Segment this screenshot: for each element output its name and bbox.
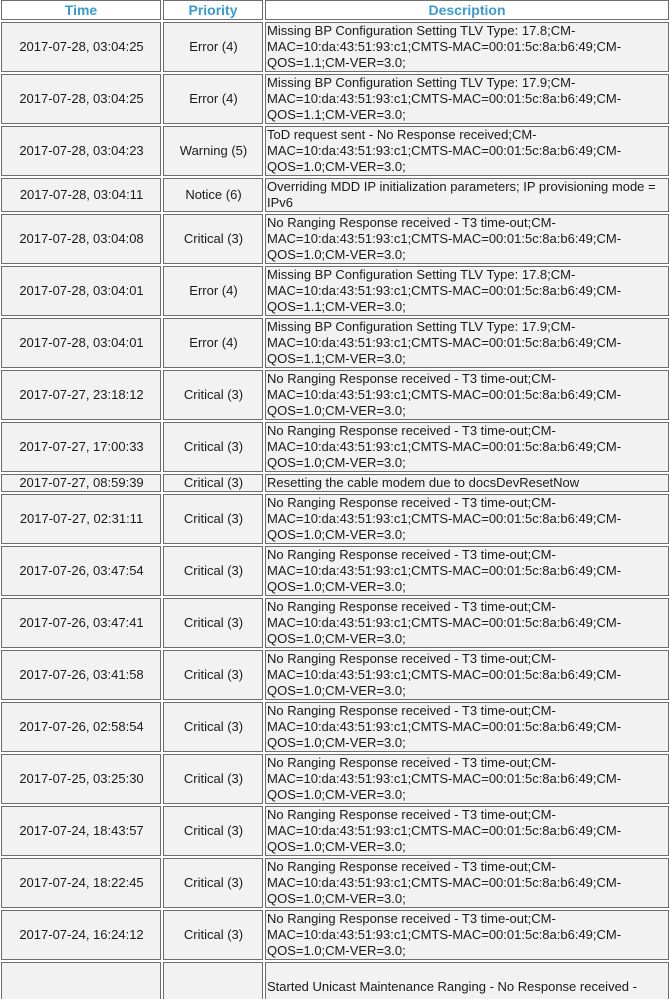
event-time-cell: 2017-07-26, 03:41:58 <box>1 650 161 700</box>
event-description-cell: No Ranging Response received - T3 time-out;CM-MAC=10:da:43:51:93:c1;CMTS-MAC=00:01:5c:8a:b6:49;CM-QOS=1.0;CM-VER=3.0; <box>265 806 669 856</box>
event-description-cell: Missing BP Configuration Setting TLV Type: 17.9;CM-MAC=10:da:43:51:93:c1;CMTS-MAC=00:01:5c:8a:b6:49;CM-QOS=1.1;CM-VER=3.0; <box>265 74 669 124</box>
event-time-cell: 2017-07-28, 03:04:08 <box>1 214 161 264</box>
event-description-cell: No Ranging Response received - T3 time-out;CM-MAC=10:da:43:51:93:c1;CMTS-MAC=00:01:5c:8a:b6:49;CM-QOS=1.0;CM-VER=3.0; <box>265 650 669 700</box>
event-description-cell: Missing BP Configuration Setting TLV Type: 17.9;CM-MAC=10:da:43:51:93:c1;CMTS-MAC=00:01:5c:8a:b6:49;CM-QOS=1.1;CM-VER=3.0; <box>265 318 669 368</box>
event-priority-cell: Critical (3) <box>163 422 263 472</box>
event-priority-cell: Critical (3) <box>163 754 263 804</box>
event-description-cell: No Ranging Response received - T3 time-out;CM-MAC=10:da:43:51:93:c1;CMTS-MAC=00:01:5c:8a:b6:49;CM-QOS=1.0;CM-VER=3.0; <box>265 370 669 420</box>
table-row <box>1 806 669 856</box>
event-priority-cell: Critical (3) <box>163 858 263 908</box>
event-time-cell: 2017-07-28, 03:04:11 <box>1 178 161 212</box>
event-priority-cell: Critical (3) <box>163 546 263 596</box>
event-time-cell: 2017-07-26, 03:47:54 <box>1 546 161 596</box>
event-time-cell: 2017-07-27, 02:31:11 <box>1 494 161 544</box>
priority-column-header: Priority <box>163 0 263 20</box>
event-priority-cell: Error (4) <box>163 266 263 316</box>
event-description-cell: No Ranging Response received - T3 time-out;CM-MAC=10:da:43:51:93:c1;CMTS-MAC=00:01:5c:8a:b6:49;CM-QOS=1.0;CM-VER=3.0; <box>265 546 669 596</box>
event-description-cell: Missing BP Configuration Setting TLV Type: 17.8;CM-MAC=10:da:43:51:93:c1;CMTS-MAC=00:01:5c:8a:b6:49;CM-QOS=1.1;CM-VER=3.0; <box>265 22 669 72</box>
table-row <box>1 370 669 420</box>
event-time-cell: 2017-07-26, 02:58:54 <box>1 702 161 752</box>
event-priority-cell: Critical (3) <box>163 598 263 648</box>
event-description-cell: Started Unicast Maintenance Ranging - No Response received - <box>265 962 669 999</box>
event-priority-cell: Critical (3) <box>163 494 263 544</box>
event-description-cell: No Ranging Response received - T3 time-out;CM-MAC=10:da:43:51:93:c1;CMTS-MAC=00:01:5c:8a:b6:49;CM-QOS=1.0;CM-VER=3.0; <box>265 422 669 472</box>
event-priority-cell: Critical (3) <box>163 702 263 752</box>
table-row <box>1 754 669 804</box>
table-row <box>1 266 669 316</box>
event-time-cell <box>1 962 161 999</box>
event-priority-cell: Critical (3) <box>163 806 263 856</box>
event-time-cell: 2017-07-28, 03:04:01 <box>1 318 161 368</box>
table-row <box>1 910 669 960</box>
event-priority-cell: Error (4) <box>163 22 263 72</box>
table-row <box>1 422 669 472</box>
table-row <box>1 494 669 544</box>
description-column-header: Description <box>265 0 669 20</box>
table-row <box>1 318 669 368</box>
event-priority-cell: Warning (5) <box>163 126 263 176</box>
event-description-cell: No Ranging Response received - T3 time-out;CM-MAC=10:da:43:51:93:c1;CMTS-MAC=00:01:5c:8a:b6:49;CM-QOS=1.0;CM-VER=3.0; <box>265 214 669 264</box>
table-row <box>1 702 669 752</box>
event-time-cell: 2017-07-27, 17:00:33 <box>1 422 161 472</box>
table-row <box>1 962 669 999</box>
event-log-body <box>1 22 669 999</box>
table-row <box>1 598 669 648</box>
table-row <box>1 546 669 596</box>
event-description-cell: Missing BP Configuration Setting TLV Type: 17.8;CM-MAC=10:da:43:51:93:c1;CMTS-MAC=00:01:5c:8a:b6:49;CM-QOS=1.1;CM-VER=3.0; <box>265 266 669 316</box>
event-priority-cell <box>163 962 263 999</box>
event-priority-cell: Critical (3) <box>163 650 263 700</box>
event-description-cell: No Ranging Response received - T3 time-out;CM-MAC=10:da:43:51:93:c1;CMTS-MAC=00:01:5c:8a:b6:49;CM-QOS=1.0;CM-VER=3.0; <box>265 858 669 908</box>
event-time-cell: 2017-07-28, 03:04:01 <box>1 266 161 316</box>
table-row <box>1 178 669 212</box>
event-priority-cell: Critical (3) <box>163 370 263 420</box>
event-priority-cell: Critical (3) <box>163 910 263 960</box>
table-row <box>1 22 669 72</box>
table-row <box>1 858 669 908</box>
event-description-cell: Overriding MDD IP initialization parameters; IP provisioning mode = IPv6 <box>265 178 669 212</box>
event-time-cell: 2017-07-28, 03:04:25 <box>1 22 161 72</box>
event-description-cell: No Ranging Response received - T3 time-out;CM-MAC=10:da:43:51:93:c1;CMTS-MAC=00:01:5c:8a:b6:49;CM-QOS=1.0;CM-VER=3.0; <box>265 702 669 752</box>
event-description-cell: ToD request sent - No Response received;CM-MAC=10:da:43:51:93:c1;CMTS-MAC=00:01:5c:8a:b6:49;CM-QOS=1.0;CM-VER=3.0; <box>265 126 669 176</box>
event-time-cell: 2017-07-24, 18:22:45 <box>1 858 161 908</box>
event-description-cell: No Ranging Response received - T3 time-out;CM-MAC=10:da:43:51:93:c1;CMTS-MAC=00:01:5c:8a:b6:49;CM-QOS=1.0;CM-VER=3.0; <box>265 494 669 544</box>
event-description-cell: Resetting the cable modem due to docsDevResetNow <box>265 474 669 492</box>
table-row <box>1 474 669 492</box>
event-time-cell: 2017-07-24, 18:43:57 <box>1 806 161 856</box>
event-priority-cell: Error (4) <box>163 74 263 124</box>
event-priority-cell: Critical (3) <box>163 214 263 264</box>
event-time-cell: 2017-07-27, 23:18:12 <box>1 370 161 420</box>
event-time-cell: 2017-07-27, 08:59:39 <box>1 474 161 492</box>
table-row <box>1 650 669 700</box>
event-description-cell: No Ranging Response received - T3 time-out;CM-MAC=10:da:43:51:93:c1;CMTS-MAC=00:01:5c:8a:b6:49;CM-QOS=1.0;CM-VER=3.0; <box>265 754 669 804</box>
table-header-row <box>1 0 669 20</box>
event-description-cell: No Ranging Response received - T3 time-out;CM-MAC=10:da:43:51:93:c1;CMTS-MAC=00:01:5c:8a:b6:49;CM-QOS=1.0;CM-VER=3.0; <box>265 598 669 648</box>
event-time-cell: 2017-07-26, 03:47:41 <box>1 598 161 648</box>
event-description-cell: No Ranging Response received - T3 time-out;CM-MAC=10:da:43:51:93:c1;CMTS-MAC=00:01:5c:8a:b6:49;CM-QOS=1.0;CM-VER=3.0; <box>265 910 669 960</box>
table-row <box>1 214 669 264</box>
time-column-header: Time <box>1 0 161 20</box>
event-priority-cell: Notice (6) <box>163 178 263 212</box>
table-row <box>1 74 669 124</box>
event-time-cell: 2017-07-24, 16:24:12 <box>1 910 161 960</box>
event-time-cell: 2017-07-28, 03:04:23 <box>1 126 161 176</box>
event-time-cell: 2017-07-25, 03:25:30 <box>1 754 161 804</box>
event-time-cell: 2017-07-28, 03:04:25 <box>1 74 161 124</box>
event-priority-cell: Error (4) <box>163 318 263 368</box>
table-row <box>1 126 669 176</box>
event-priority-cell: Critical (3) <box>163 474 263 492</box>
